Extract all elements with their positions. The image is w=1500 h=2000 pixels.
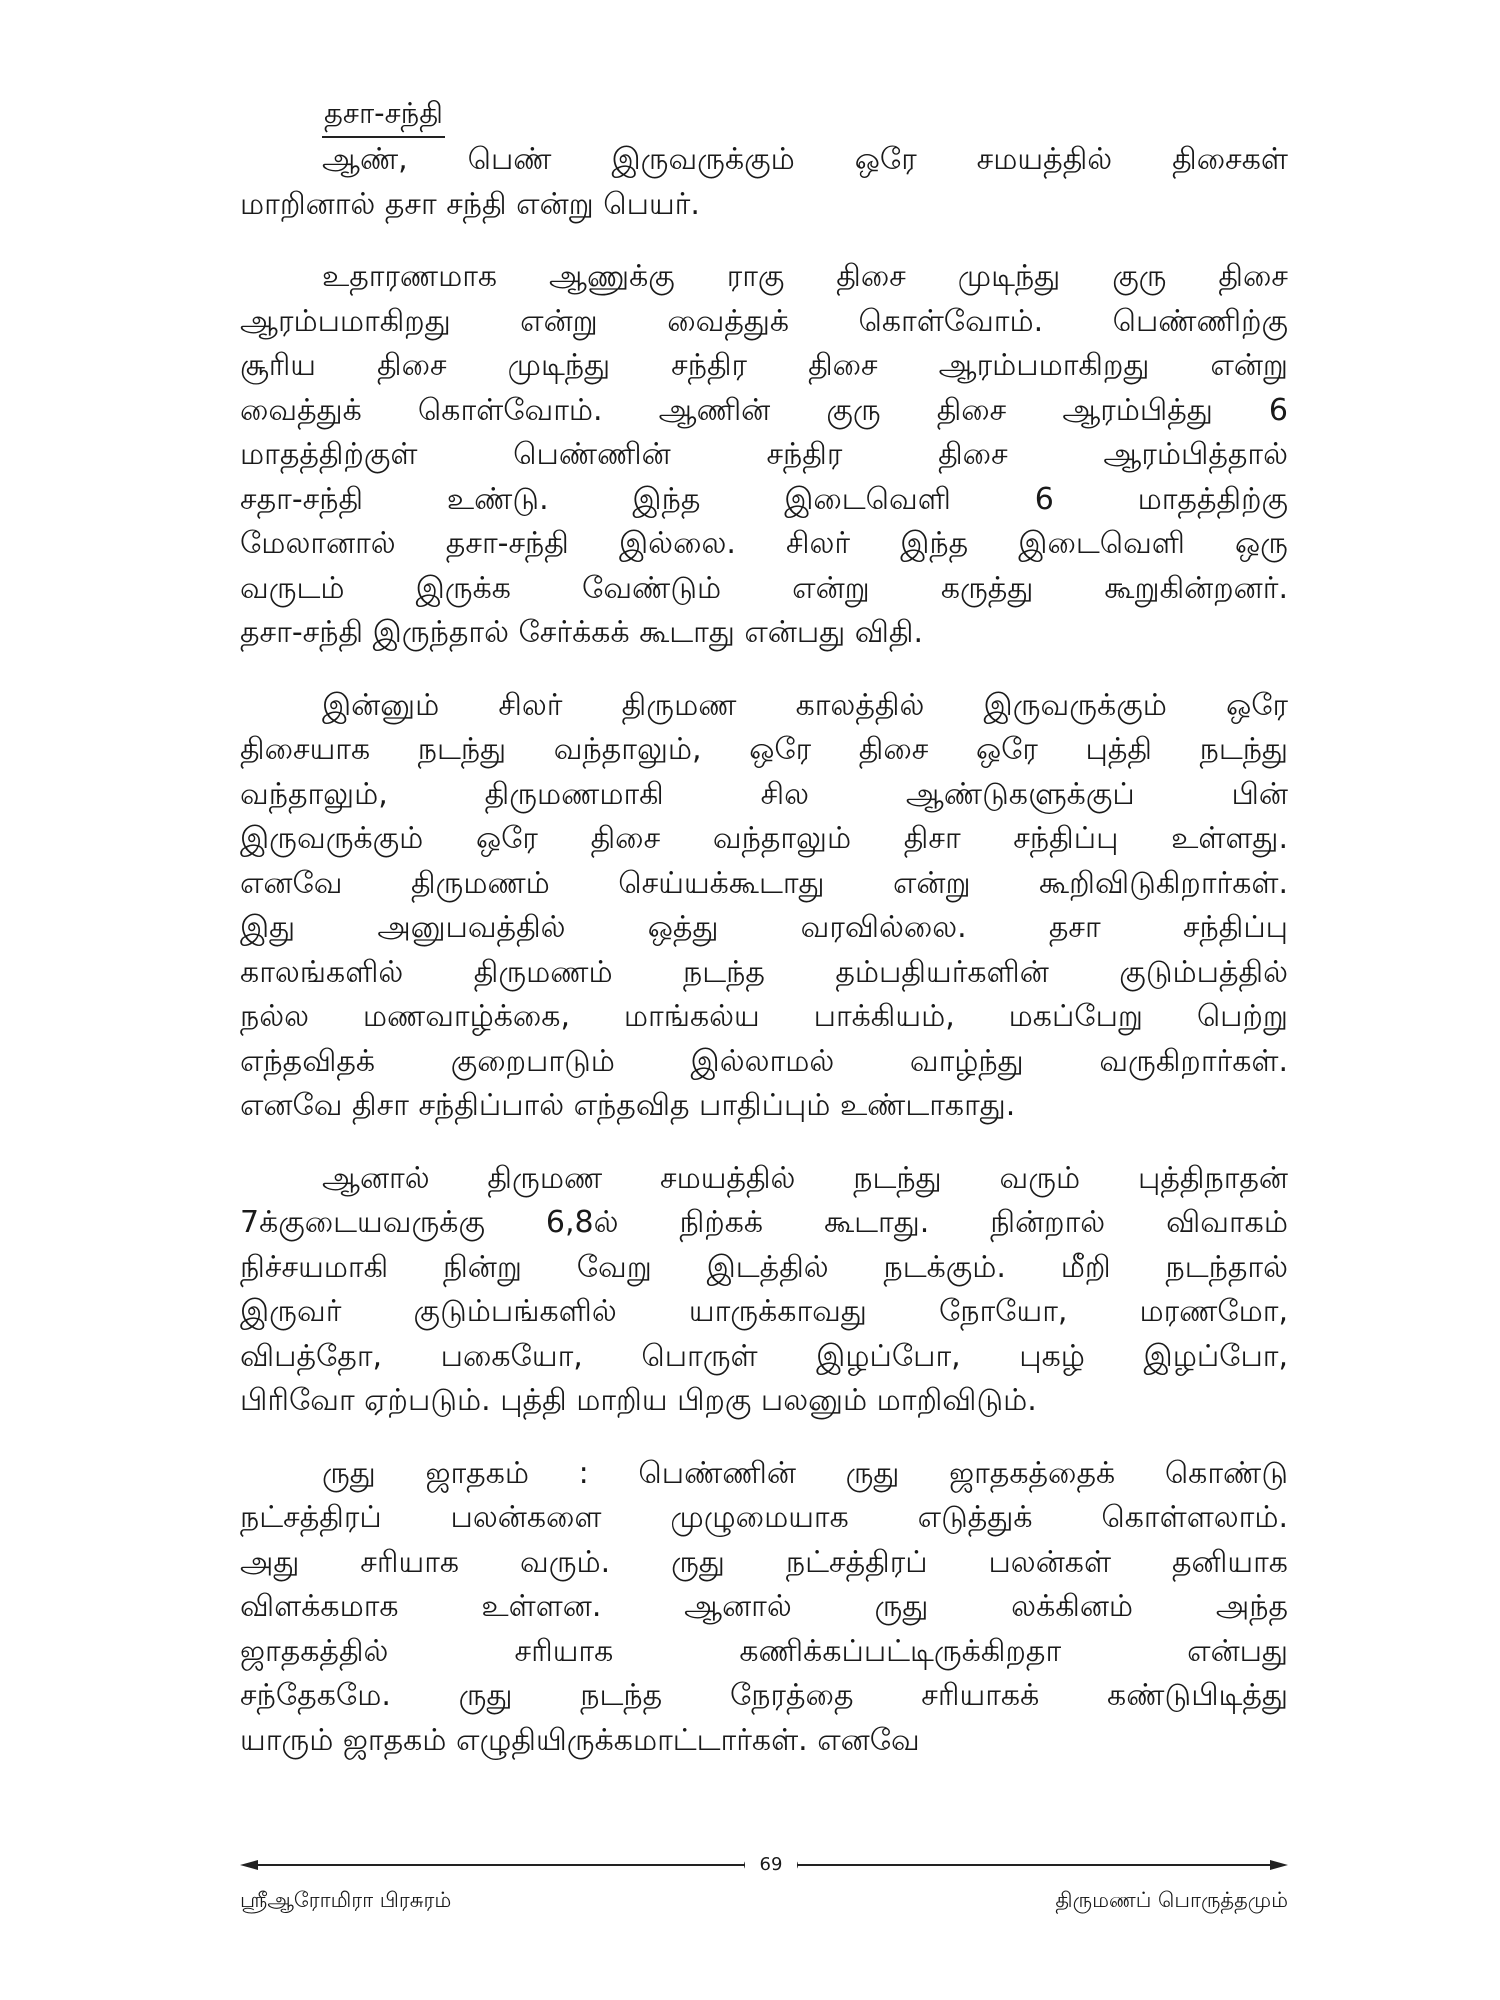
- text-line: விபத்தோ, பகையோ, பொருள் இழப்போ, புகழ் இழப்போ,: [240, 1338, 1288, 1374]
- paragraph-gap: [240, 1424, 1288, 1452]
- text-line: விளக்கமாக உள்ளன. ஆனால் ருது லக்கினம் அந்த: [240, 1589, 1288, 1624]
- text-line: சூரிய திசை முடிந்து சந்திர திசை ஆரம்பமாகிறது என்று: [240, 348, 1288, 383]
- text-line: சதா-சந்தி உண்டு. இந்த இடைவெளி 6 மாதத்திற்கு: [240, 481, 1288, 517]
- text-line: உதாரணமாக ஆணுக்கு ராகு திசை முடிந்து குரு திசை: [322, 259, 1288, 294]
- text-line: தசா-சந்தி இருந்தால் சேர்க்கக் கூடாது என்பது விதி.: [240, 615, 924, 650]
- text-line: எந்தவிதக் குறைபாடும் இல்லாமல் வாழ்ந்து வருகிறார்கள்.: [240, 1043, 1288, 1079]
- text-line: மேலானால் தசா-சந்தி இல்லை. சிலர் இந்த இடைவெளி ஒரு: [240, 526, 1288, 561]
- text-line: வைத்துக் கொள்வோம். ஆணின் குரு திசை ஆரம்பித்து 6: [240, 392, 1288, 428]
- section-heading: தசா-சந்தி: [322, 92, 445, 138]
- paragraph-gap: [240, 227, 1288, 255]
- paragraphs: [240, 138, 1288, 1763]
- page-content: [240, 92, 1288, 1763]
- paragraph: [240, 1157, 1288, 1424]
- text-line: 7க்குடையவருக்கு 6,8ல் நிற்கக் கூடாது. நின்றால் விவாகம்: [240, 1205, 1288, 1240]
- text-line: அது சரியாக வரும். ருது நட்சத்திரப் பலன்கள் தனியாக: [240, 1544, 1288, 1580]
- text-line: நல்ல மணவாழ்க்கை, மாங்கல்ய பாக்கியம், மகப்பேறு பெற்று: [240, 999, 1288, 1034]
- text-line: ஆரம்பமாகிறது என்று வைத்துக் கொள்வோம். பெண்ணிற்கு: [240, 303, 1288, 339]
- paragraph: [240, 138, 1288, 227]
- text-line: இன்னும் சிலர் திருமண காலத்தில் இருவருக்கும் ஒரே: [322, 687, 1288, 723]
- text-line: இருவர் குடும்பங்களில் யாருக்காவது நோயோ, மரணமோ,: [240, 1294, 1288, 1329]
- paragraph-gap: [240, 1129, 1288, 1157]
- text-line: சந்தேகமே. ருது நடந்த நேரத்தை சரியாகக் கண்டுபிடித்து: [240, 1678, 1288, 1713]
- text-line: ஆனால் திருமண சமயத்தில் நடந்து வரும் புத்திநாதன்: [322, 1160, 1288, 1196]
- text-line: எனவே திருமணம் செய்யக்கூடாது என்று கூறிவிடுகிறார்கள்.: [240, 865, 1288, 901]
- text-line: பிரிவோ ஏற்படும். புத்தி மாறிய பிறகு பலனும் மாறிவிடும்.: [240, 1383, 1037, 1418]
- book-title: திருமணப் பொருத்தமும்: [1055, 1888, 1288, 1912]
- text-line: நட்சத்திரப் பலன்களை முழுமையாக எடுத்துக் கொள்ளலாம்.: [240, 1500, 1288, 1535]
- text-line: காலங்களில் திருமணம் நடந்த தம்பதியர்களின் குடும்பத்தில்: [240, 954, 1288, 990]
- text-line: நிச்சயமாகி நின்று வேறு இடத்தில் நடக்கும். மீறி நடந்தால்: [240, 1249, 1288, 1285]
- text-line: எனவே திசா சந்திப்பால் எந்தவித பாதிப்பும் உண்டாகாது.: [240, 1088, 1016, 1123]
- paragraph-gap: [240, 656, 1288, 684]
- text-line: வருடம் இருக்க வேண்டும் என்று கருத்து கூறுகின்றனர்.: [240, 570, 1288, 606]
- text-line: மாறினால் தசா சந்தி என்று பெயர்.: [240, 186, 700, 222]
- text-line: திசையாக நடந்து வந்தாலும், ஒரே திசை ஒரே புத்தி நடந்து: [240, 732, 1288, 767]
- text-line: வந்தாலும், திருமணமாகி சில ஆண்டுகளுக்குப் பின்: [240, 776, 1288, 812]
- text-line: மாதத்திற்குள் பெண்ணின் சந்திர திசை ஆரம்பித்தால்: [240, 437, 1288, 472]
- text-line: ஆண், பெண் இருவருக்கும் ஒரே சமயத்தில் திசைகள்: [322, 142, 1288, 177]
- text-line: இது அனுபவத்தில் ஒத்து வரவில்லை. தசா சந்திப்பு: [240, 910, 1288, 945]
- text-line: ருது ஜாதகம் : பெண்ணின் ருது ஜாதகத்தைக் கொண்டு: [322, 1455, 1288, 1491]
- text-line: ஜாதகத்தில் சரியாக கணிக்கப்பட்டிருக்கிறதா என்பது: [240, 1633, 1288, 1669]
- text-line: யாரும் ஜாதகம் எழுதியிருக்கமாட்டார்கள். எனவே: [240, 1722, 920, 1758]
- text-line: இருவருக்கும் ஒரே திசை வந்தாலும் திசா சந்திப்பு உள்ளது.: [240, 821, 1288, 856]
- page-number: 69: [745, 1852, 797, 1878]
- publisher-name: ஸ்ரீஆரோமிரா பிரசுரம்: [240, 1888, 452, 1912]
- paragraph: [240, 1452, 1288, 1764]
- paragraph: [240, 255, 1288, 656]
- paragraph: [240, 684, 1288, 1129]
